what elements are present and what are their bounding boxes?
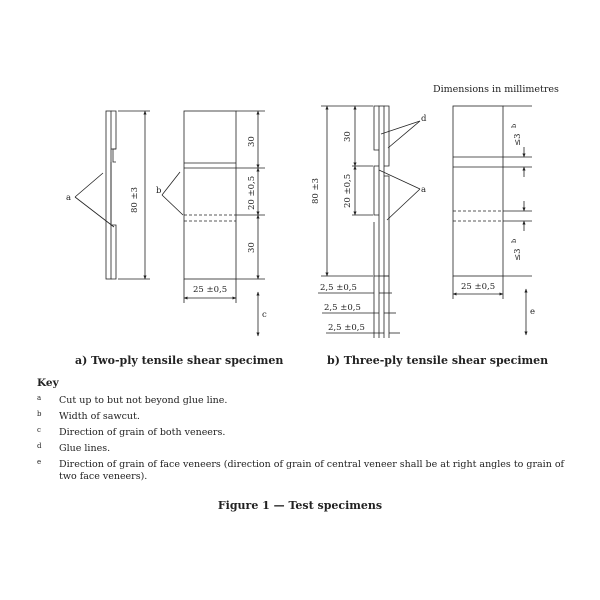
key-text: Direction of grain of face veneers (direction of grain of central veneer shall be at right angles to grain of two face veneers). [59, 459, 565, 482]
key-text: Cut up to but not beyond glue line. [59, 395, 228, 406]
dim-top-a: 30 [247, 136, 257, 147]
key-text: Direction of grain of both veneers. [59, 427, 226, 438]
key-letter: b [37, 410, 42, 418]
dim-bottom-a: 30 [247, 242, 257, 253]
dim-ply-1: 2,5 ±0,5 [320, 283, 357, 293]
dimensions-note: Dimensions in millimetres [433, 84, 559, 95]
figure-caption: Figure 1 — Test specimens [217, 499, 383, 512]
callout-e-label: e [530, 307, 536, 317]
two-ply-dimension-lines [118, 111, 265, 336]
dim-total-a: 80 ±3 [130, 186, 140, 213]
callout-a-label-b: a [421, 185, 427, 195]
three-ply-callout-lines [379, 121, 420, 220]
callout-d-label: d [421, 114, 427, 124]
key-letter: d [37, 442, 42, 450]
three-ply-front-view [453, 106, 503, 276]
callout-a-label: a [66, 193, 72, 203]
dim-total-b: 80 ±3 [311, 177, 321, 204]
two-ply-side-view [106, 111, 116, 279]
two-ply-callout-b-lines [162, 172, 183, 215]
callout-b-top-label: b [510, 123, 518, 128]
caption-three-ply: b) Three-ply tensile shear specimen [327, 354, 549, 367]
key-text: Glue lines. [59, 443, 111, 454]
dim-top-b: 30 [343, 131, 353, 142]
dim-middle-b: 20 ±0,5 [343, 173, 353, 208]
key-title: Key [37, 377, 59, 389]
dim-width-b: 25 ±0,5 [461, 282, 496, 292]
key-letter: e [37, 458, 42, 466]
key-text: Width of sawcut. [59, 411, 140, 422]
callout-b-bottom-label: b [510, 238, 518, 243]
callout-c-label: c [262, 310, 267, 320]
dim-ply-3: 2,5 ±0,5 [328, 323, 365, 333]
two-ply-front-view [184, 111, 236, 279]
caption-two-ply: a) Two-ply tensile shear specimen [75, 354, 284, 367]
dim-saw-top: ≤3 [513, 133, 523, 146]
dim-width-a: 25 ±0,5 [193, 285, 228, 295]
key-letter: a [37, 394, 42, 402]
dim-ply-2: 2,5 ±0,5 [324, 303, 361, 313]
dim-middle-a: 20 ±0,5 [247, 175, 257, 210]
callout-b-label: b [156, 186, 162, 196]
two-ply-callout-a-lines [75, 173, 114, 227]
dim-saw-bottom: ≤3 [513, 248, 523, 261]
three-ply-side-view [374, 106, 389, 276]
key-letter: c [37, 426, 41, 434]
